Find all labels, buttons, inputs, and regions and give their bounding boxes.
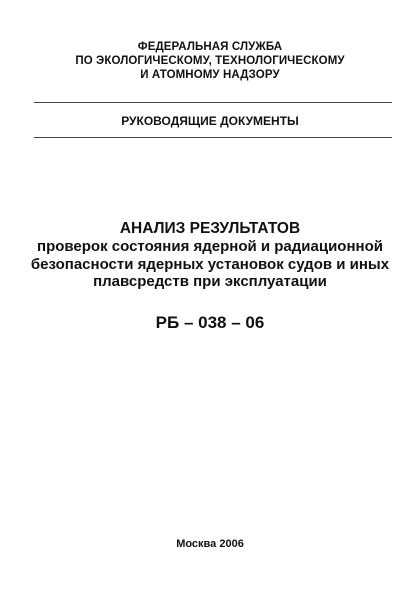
top-divider bbox=[34, 102, 392, 103]
agency-line-3: И АТОМНОМУ НАДЗОРУ bbox=[140, 69, 280, 81]
title-sub-line-2: безопасности ядерных установок судов и иных bbox=[30, 255, 390, 273]
document-type: РУКОВОДЯЩИЕ ДОКУМЕНТЫ bbox=[121, 114, 299, 128]
title-main: АНАЛИЗ РЕЗУЛЬТАТОВ bbox=[119, 220, 301, 237]
agency-line-2: ПО ЭКОЛОГИЧЕСКОМУ, ТЕХНОЛОГИЧЕСКОМУ bbox=[75, 55, 345, 67]
title-sub-line-3: плавсредств при эксплуатации bbox=[93, 273, 327, 290]
agency-name bbox=[0, 40, 420, 82]
document-code: РБ – 038 – 06 bbox=[155, 313, 265, 332]
place-year: Москва 2006 bbox=[176, 538, 244, 550]
bottom-divider bbox=[34, 137, 392, 138]
agency-line-1: ФЕДЕРАЛЬНАЯ СЛУЖБА bbox=[137, 41, 283, 53]
title-sub-line-1: проверок состояния ядерной и радиационной bbox=[37, 238, 383, 255]
document-title bbox=[0, 219, 420, 291]
